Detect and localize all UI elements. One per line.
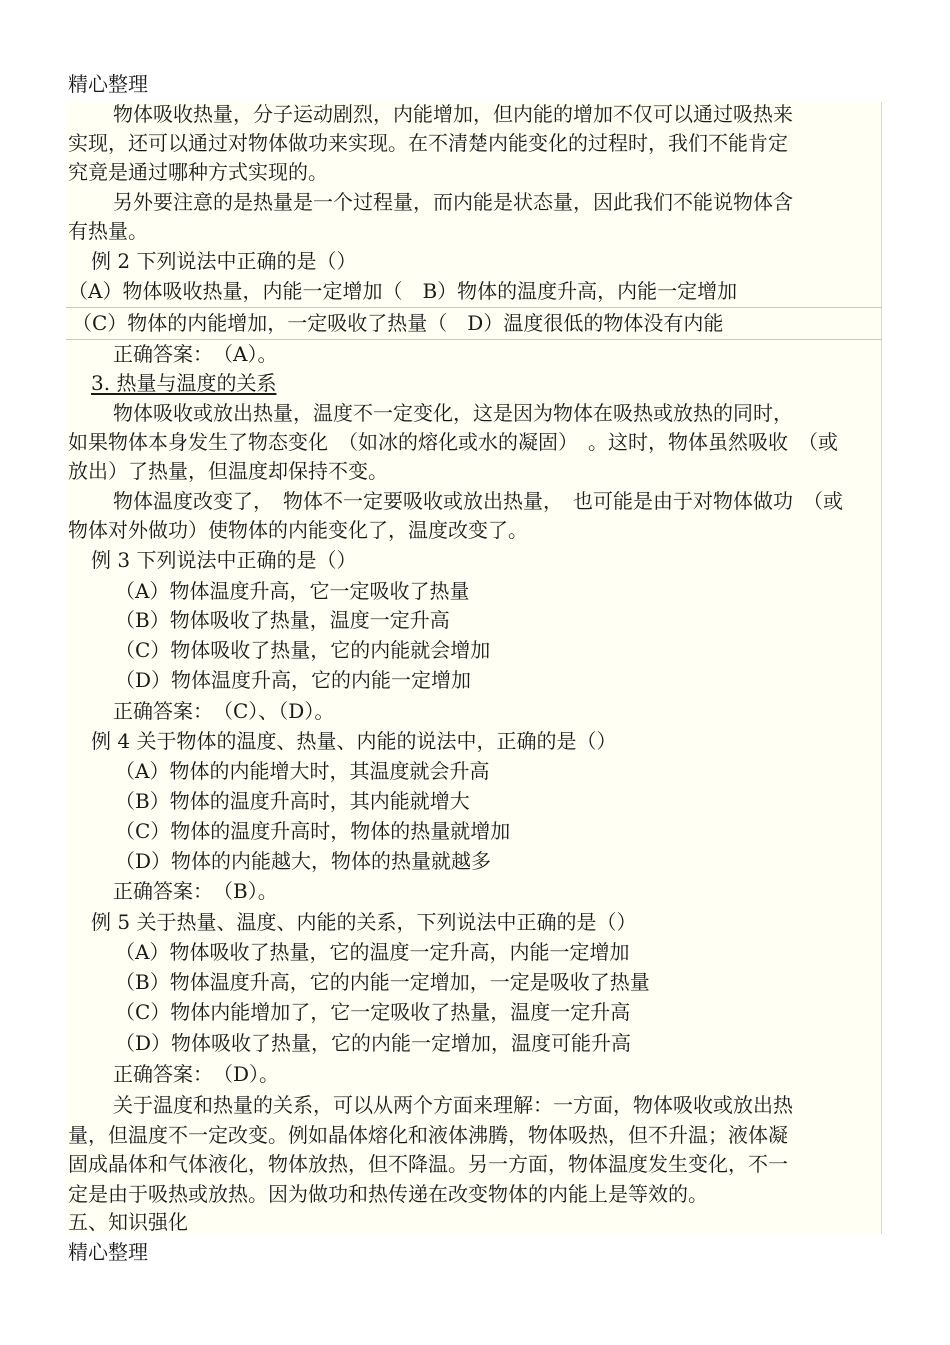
option-line: （C）物体内能增加了，它一定吸收了热量，温度一定升高 <box>115 1000 631 1024</box>
table-rule-top <box>66 307 882 308</box>
answer-line: 正确答案： （B）。 <box>113 879 278 903</box>
text-line: 有热量。 <box>68 219 148 243</box>
option-line: （D）物体温度升高，它的内能一定增加 <box>115 668 472 692</box>
option-line: （B）物体温度升高，它的内能一定增加，一定是吸收了热量 <box>115 970 650 994</box>
option-line: （C）物体吸收了热量，它的内能就会增加 <box>115 638 491 662</box>
text-line: 实现，还可以通过对物体做功来实现。在不清楚内能变化的过程时，我们不能肯定 <box>68 131 788 155</box>
text-line: 定是由于吸热或放热。因为做功和热传递在改变物体的内能上是等效的。 <box>68 1182 708 1206</box>
text-line: 量，但温度不一定改变。例如晶体熔化和液体沸腾，物体吸热，但不升温；液体凝 <box>68 1123 788 1147</box>
page-footer: 精心整理 <box>68 1240 148 1264</box>
text-line: 物体对外做功）使物体的内能变化了，温度改变了。 <box>68 518 528 542</box>
option-line: （D）物体吸收了热量，它的内能一定增加，温度可能升高 <box>115 1031 632 1055</box>
option-line: （A）物体吸收了热量，它的温度一定升高，内能一定增加 <box>115 940 630 964</box>
page-header: 精心整理 <box>68 72 148 96</box>
text-line: 关于温度和热量的关系，可以从两个方面来理解：一方面，物体吸收或放出热 <box>113 1093 793 1117</box>
option-line: （A）物体的内能增大时，其温度就会升高 <box>115 759 490 783</box>
text-line: 物体吸收热量，分子运动剧烈，内能增加，但内能的增加不仅可以通过吸热来 <box>113 102 793 126</box>
example-heading: 例 5 关于热量、温度、内能的关系，下列说法中正确的是（） <box>91 910 637 934</box>
option-line: （A）物体温度升高，它一定吸收了热量 <box>115 579 470 603</box>
example-heading: 例 2 下列说法中正确的是（） <box>91 249 357 273</box>
option-line: （C）物体的内能增加，一定吸收了热量（ D）温度很低的物体没有内能 <box>72 311 724 335</box>
text-line: 物体吸收或放出热量，温度不一定变化，这是因为物体在吸热或放热的同时， <box>113 401 793 425</box>
text-line: 物体温度改变了， 物体不一定要吸收或放出热量， 也可能是由于对物体做功 （或 <box>113 489 843 513</box>
text-line: 究竟是通过哪种方式实现的。 <box>68 160 328 184</box>
answer-line: 正确答案： （D）。 <box>113 1062 280 1086</box>
text-line: 固成晶体和气体液化，物体放热，但不降温。另一方面，物体温度发生变化，不一 <box>68 1152 788 1176</box>
example-heading: 例 3 下列说法中正确的是（） <box>91 548 357 572</box>
text-line: 如果物体本身发生了物态变化 （如冰的熔化或水的凝固） 。这时，物体虽然吸收 （或 <box>68 430 838 454</box>
option-line: （D）物体的内能越大，物体的热量就越多 <box>115 849 492 873</box>
section-heading: 五、知识强化 <box>68 1210 188 1234</box>
answer-line: 正确答案： （A）。 <box>113 342 278 366</box>
option-line: （B）物体的温度升高时，其内能就增大 <box>115 789 470 813</box>
example-heading: 例 4 关于物体的温度、热量、内能的说法中，正确的是（） <box>91 729 617 753</box>
option-line: （C）物体的温度升高时，物体的热量就增加 <box>115 819 511 843</box>
section-heading: 3. 热量与温度的关系 <box>91 371 277 395</box>
option-line: （B）物体吸收了热量，温度一定升高 <box>115 608 450 632</box>
answer-line: 正确答案： （C）、（D）。 <box>113 699 335 723</box>
text-line: 放出）了热量，但温度却保持不变。 <box>68 459 388 483</box>
option-line: （A）物体吸收热量，内能一定增加（ B）物体的温度升高，内能一定增加 <box>68 279 738 303</box>
text-line: 另外要注意的是热量是一个过程量，而内能是状态量，因此我们不能说物体含 <box>113 190 793 214</box>
